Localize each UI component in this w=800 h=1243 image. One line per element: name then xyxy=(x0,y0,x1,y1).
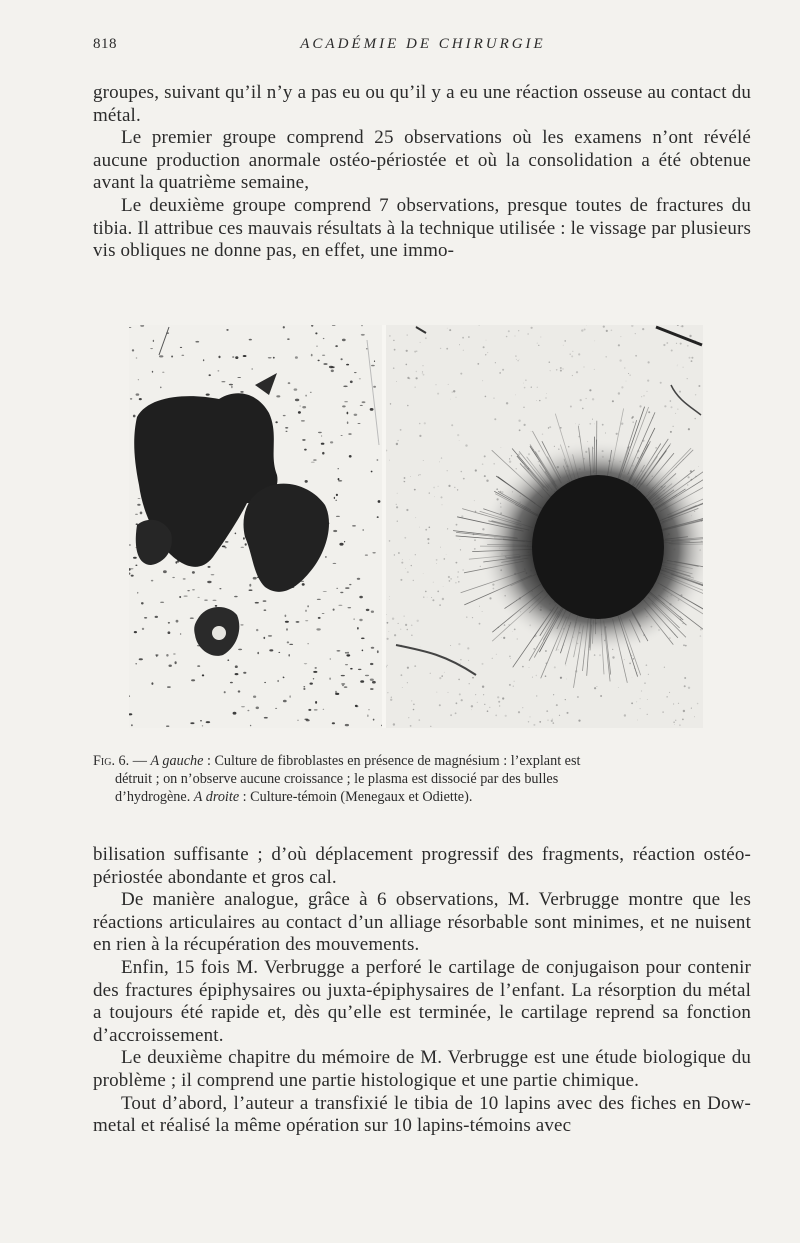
paragraph: Le deuxième chapitre du mémoire de M. Verbrugge est une étude biologique du problème ; il comprend une partie histologique et une partie chimique. xyxy=(93,1047,751,1091)
body-text-bottom xyxy=(93,844,751,1138)
figure-6 xyxy=(129,325,703,728)
paragraph: bilisation suffisante ; d’où déplacement progressif des fragments, réaction ostéo-périostée abondante et gros cal. xyxy=(93,844,751,888)
figure-label: Fig. 6. xyxy=(93,753,130,769)
paragraph: Le deuxième groupe comprend 7 observations, presque toutes de fractures du tibia. Il attribue ces mauvais résultats à la technique utilisée : le vissage par plusieurs vis obliques ne donne pas, en effet, une immo- xyxy=(93,194,751,262)
page-header xyxy=(93,36,753,60)
caption-left-text: : Culture de fibroblastes en présence de magnésium : l’explant est xyxy=(203,753,581,769)
paragraph: Enfin, 15 fois M. Verbrugge a perforé le cartilage de conjugaison pour contenir des fractures épiphysaires ou juxta-épiphysaires de l’enfant. La résorption du métal a toujours été rapide et, dès qu’elle est terminée, le cartilage reprend sa fonction d’accroissement. xyxy=(93,956,751,1046)
paragraph: De manière analogue, grâce à 6 observations, M. Verbrugge montre que les réactions articulaires au contact d’un alliage résorbable sont minimes, et ne nuisent en rien à la récupération des mouvements. xyxy=(93,889,751,956)
caption-right-text: : Culture-témoin (Menegaux et Odiette). xyxy=(239,789,473,805)
caption-dash: — xyxy=(129,753,151,769)
caption-continuation: détruit ; on n’observe aucune croissance ; le plasma est dissocié par des bulles xyxy=(115,771,559,787)
running-title: ACADÉMIE DE CHIRURGIE xyxy=(300,36,546,52)
micrograph-control-culture xyxy=(386,325,703,728)
caption-line xyxy=(93,770,751,788)
caption-line xyxy=(93,788,751,806)
micrograph-magnesium-culture xyxy=(129,325,382,728)
caption-left-label: A gauche xyxy=(150,753,204,769)
paragraph: groupes, suivant qu’il n’y a pas eu ou qu’il y a eu une réaction osseuse au contact du métal. xyxy=(93,82,751,126)
figure-caption xyxy=(93,752,751,806)
figure-panel-right xyxy=(386,325,703,728)
page-number: 818 xyxy=(93,36,117,52)
body-text-top xyxy=(93,82,751,263)
paragraph: Le premier groupe comprend 25 observations où les examens n’ont révélé aucune production anormale ostéo-périostée et où la consolidation a été obtenue avant la quatrième semaine, xyxy=(93,127,751,194)
figure-panel-left xyxy=(129,325,382,728)
paragraph: Tout d’abord, l’auteur a transfixié le tibia de 10 lapins avec des fiches en Dow-metal et réalisé la même opération sur 10 lapins-témoins avec xyxy=(93,1092,751,1137)
caption-right-label: A droite xyxy=(193,789,240,805)
caption-continuation: d’hydrogène. xyxy=(115,789,194,805)
